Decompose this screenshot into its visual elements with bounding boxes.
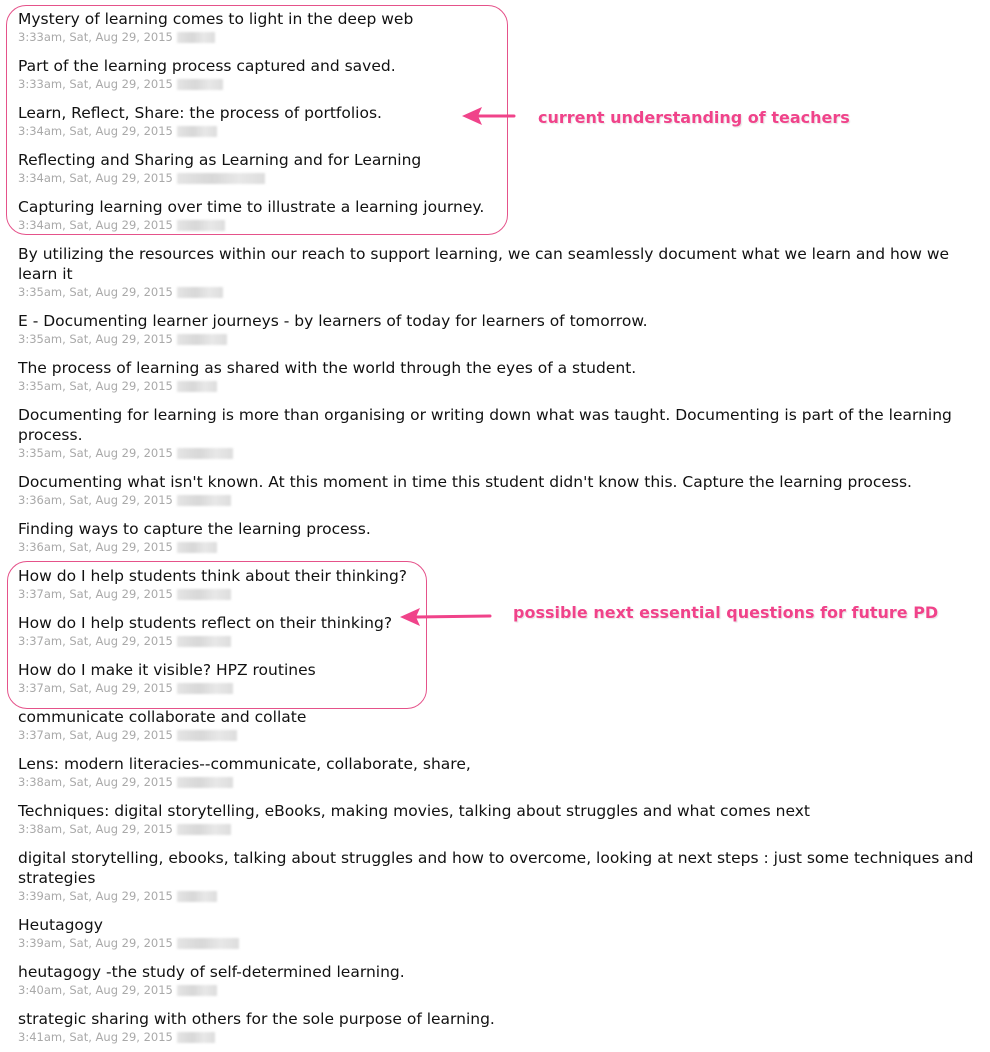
timestamp-text: 3:37am, Sat, Aug 29, 2015 bbox=[18, 681, 173, 695]
teachers-highlight-box bbox=[6, 5, 508, 235]
post-text: E - Documenting learner journeys - by learners of today for learners of tomorrow. bbox=[18, 312, 648, 330]
post-text: communicate collaborate and collate bbox=[18, 708, 307, 726]
timestamp-text: 3:35am, Sat, Aug 29, 2015 bbox=[18, 446, 173, 460]
timestamp-text: 3:35am, Sat, Aug 29, 2015 bbox=[18, 285, 173, 299]
timestamp-text: 3:38am, Sat, Aug 29, 2015 bbox=[18, 822, 173, 836]
post-text: How do I make it visible? HPZ routines bbox=[18, 661, 316, 679]
post-timestamp bbox=[18, 889, 978, 903]
timestamp-text: 3:37am, Sat, Aug 29, 2015 bbox=[18, 587, 173, 601]
post-item bbox=[18, 707, 978, 742]
questions-annotation-label: possible next essential questions for future PD bbox=[513, 603, 939, 622]
post-text: Heutagogy bbox=[18, 916, 103, 934]
post-timestamp bbox=[18, 332, 978, 346]
timestamp-text: 3:35am, Sat, Aug 29, 2015 bbox=[18, 379, 173, 393]
timestamp-text: 3:34am, Sat, Aug 29, 2015 bbox=[18, 218, 173, 232]
redacted-author bbox=[177, 542, 217, 553]
post-timestamp bbox=[18, 1030, 978, 1044]
timestamp-text: 3:40am, Sat, Aug 29, 2015 bbox=[18, 983, 173, 997]
post-text: strategic sharing with others for the sole purpose of learning. bbox=[18, 1010, 495, 1028]
redacted-author bbox=[177, 495, 231, 506]
post-item bbox=[18, 801, 978, 836]
post-text: heutagogy -the study of self-determined learning. bbox=[18, 963, 405, 981]
post-timestamp bbox=[18, 493, 978, 507]
timestamp-text: 3:38am, Sat, Aug 29, 2015 bbox=[18, 775, 173, 789]
post-text: By utilizing the resources within our reach to support learning, we can seamlessly document what we learn and how we learn it bbox=[18, 245, 950, 283]
post-text: Learn, Reflect, Share: the process of portfolios. bbox=[18, 104, 382, 122]
post-timestamp bbox=[18, 775, 978, 789]
redacted-author bbox=[177, 287, 223, 298]
redacted-author bbox=[177, 824, 231, 835]
post-text: Techniques: digital storytelling, eBooks, making movies, talking about struggles and what comes next bbox=[18, 802, 810, 820]
redacted-author bbox=[177, 777, 233, 788]
timestamp-text: 3:35am, Sat, Aug 29, 2015 bbox=[18, 332, 173, 346]
redacted-author bbox=[177, 381, 217, 392]
post-timestamp bbox=[18, 446, 978, 460]
post-text: Documenting what isn't known. At this moment in time this student didn't know this. Capture the learning process. bbox=[18, 473, 912, 491]
post-item bbox=[18, 311, 978, 346]
post-timestamp bbox=[18, 728, 978, 742]
timestamp-text: 3:34am, Sat, Aug 29, 2015 bbox=[18, 171, 173, 185]
questions-highlight-box bbox=[7, 561, 427, 709]
post-timestamp bbox=[18, 379, 978, 393]
post-item bbox=[18, 848, 978, 903]
timestamp-text: 3:41am, Sat, Aug 29, 2015 bbox=[18, 1030, 173, 1044]
post-text: Documenting for learning is more than organising or writing down what was taught. Documenting is part of the learning process. bbox=[18, 406, 952, 444]
redacted-author bbox=[177, 938, 239, 949]
post-timestamp bbox=[18, 540, 978, 554]
arrow-left-icon bbox=[398, 604, 492, 628]
post-text: Lens: modern literacies--communicate, collaborate, share, bbox=[18, 755, 471, 773]
post-item bbox=[18, 358, 978, 393]
post-text: Part of the learning process captured and saved. bbox=[18, 57, 396, 75]
post-text: How do I help students reflect on their thinking? bbox=[18, 614, 393, 632]
timestamp-text: 3:33am, Sat, Aug 29, 2015 bbox=[18, 30, 173, 44]
post-text: Reflecting and Sharing as Learning and for Learning bbox=[18, 151, 422, 169]
post-text: Finding ways to capture the learning process. bbox=[18, 520, 371, 538]
post-timestamp bbox=[18, 285, 978, 299]
timestamp-text: 3:36am, Sat, Aug 29, 2015 bbox=[18, 493, 173, 507]
timestamp-text: 3:37am, Sat, Aug 29, 2015 bbox=[18, 728, 173, 742]
timestamp-text: 3:34am, Sat, Aug 29, 2015 bbox=[18, 124, 173, 138]
post-text: Capturing learning over time to illustrate a learning journey. bbox=[18, 198, 485, 216]
timestamp-text: 3:39am, Sat, Aug 29, 2015 bbox=[18, 936, 173, 950]
post-item bbox=[18, 472, 978, 507]
redacted-author bbox=[177, 334, 227, 345]
post-timestamp bbox=[18, 983, 978, 997]
timestamp-text: 3:39am, Sat, Aug 29, 2015 bbox=[18, 889, 173, 903]
post-item bbox=[18, 405, 978, 460]
post-item bbox=[18, 754, 978, 789]
post-timestamp bbox=[18, 822, 978, 836]
timestamp-text: 3:36am, Sat, Aug 29, 2015 bbox=[18, 540, 173, 554]
post-item bbox=[18, 1009, 978, 1044]
redacted-author bbox=[177, 891, 217, 902]
timestamp-text: 3:33am, Sat, Aug 29, 2015 bbox=[18, 77, 173, 91]
timestamp-text: 3:37am, Sat, Aug 29, 2015 bbox=[18, 634, 173, 648]
post-item bbox=[18, 519, 978, 554]
post-text: How do I help students think about their thinking? bbox=[18, 567, 408, 585]
post-item bbox=[18, 244, 978, 299]
post-timestamp bbox=[18, 936, 978, 950]
redacted-author bbox=[177, 1032, 215, 1043]
post-item bbox=[18, 962, 978, 997]
redacted-author bbox=[177, 730, 237, 741]
redacted-author bbox=[177, 448, 233, 459]
arrow-left-icon bbox=[460, 104, 516, 128]
post-text: Mystery of learning comes to light in the deep web bbox=[18, 10, 414, 28]
post-text: digital storytelling, ebooks, talking about struggles and how to overcome, looking at next steps : just some techniques and strategies bbox=[18, 849, 974, 887]
teachers-annotation-label: current understanding of teachers bbox=[538, 108, 850, 127]
post-text: The process of learning as shared with the world through the eyes of a student. bbox=[18, 359, 637, 377]
post-item bbox=[18, 915, 978, 950]
redacted-author bbox=[177, 985, 217, 996]
